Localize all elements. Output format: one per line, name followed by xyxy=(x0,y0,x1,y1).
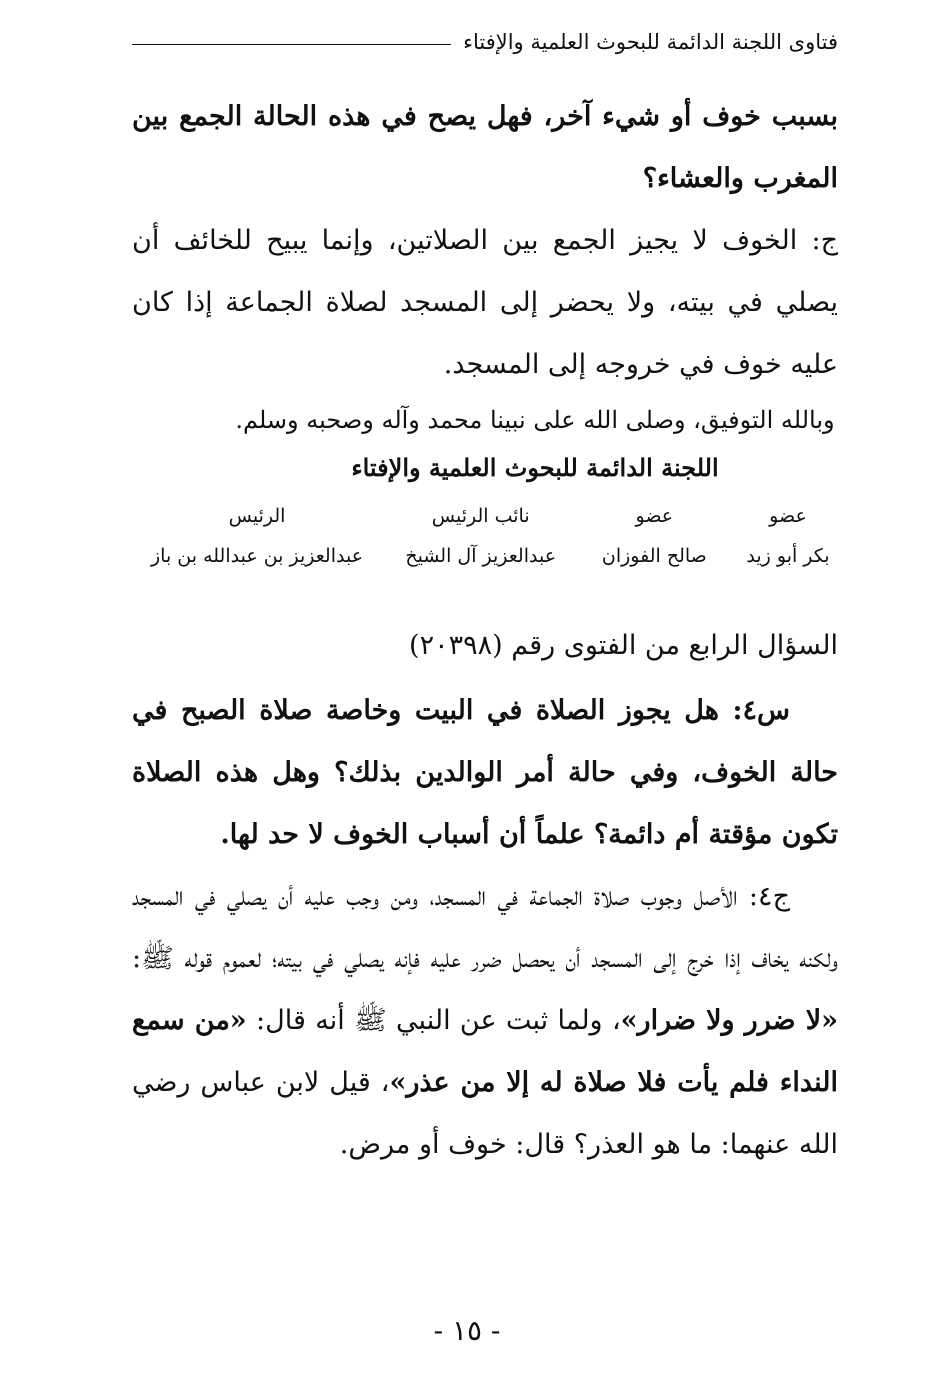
closing-formula: وبالله التوفيق، وصلى الله على نبينا محمد وآله وصحبه وسلم. xyxy=(235,406,835,434)
question-continuation: بسبب خوف أو شيء آخر، فهل يصح في هذه الحالة الجمع بين المغرب والعشاء؟ xyxy=(132,101,838,194)
answer-text: ، ولما ثبت عن النبي ﷺ أنه قال: xyxy=(246,1005,621,1036)
signature-name: عبدالعزيز آل الشيخ xyxy=(405,545,557,567)
hadith-quote: «لا ضرر ولا ضرار» xyxy=(620,1005,838,1036)
signature-role: الرئيس xyxy=(228,505,286,527)
running-title: فتاوى اللجنة الدائمة للبحوث العلمية والإفتاء xyxy=(463,30,838,54)
fatwa-question-label: السؤال الرابع من الفتوى رقم (٢٠٣٩٨) xyxy=(409,630,838,661)
answer-paragraph-2 xyxy=(132,866,838,1176)
signature-role: نائب الرئيس xyxy=(431,505,530,527)
committee-name: اللجنة الدائمة للبحوث العلمية والإفتاء xyxy=(351,453,719,482)
signature-role: عضو xyxy=(769,505,807,527)
answer-paragraph: ج: الخوف لا يجيز الجمع بين الصلاتين، وإنما يبيح للخائف أن يصلي في بيته، ولا يحضر إلى المسجد لصلاة الجماعة إذا كان عليه خوف في خروجه إلى المسجد. xyxy=(132,225,838,380)
page-number: - ١٥ - xyxy=(433,1314,501,1347)
signature-roles-row xyxy=(132,498,838,534)
answer-text: ج٤: الأصل وجوب صلاة الجماعة في المسجد، ومن وجب عليه أن يصلي في المسجد ولكنه يخاف إذا خرج إلى المسجد أن يحصل ضرر عليه فإنه يصلي في بيته؛ لعموم قوله ﷺ: xyxy=(132,881,838,974)
hadith-quote: «من سمع النداء فلم يأت فلا صلاة له إلا من عذر» xyxy=(132,1005,838,1098)
signature-role: عضو xyxy=(635,505,674,527)
answer-text: ، قيل لابن عباس رضي الله عنهما: ما هو العذر؟ قال: خوف أو مرض. xyxy=(132,1067,838,1160)
signature-table xyxy=(132,498,838,578)
signature-names-row xyxy=(132,534,838,578)
signature-name: بكر أبو زيد xyxy=(746,545,830,567)
signature-name: صالح الفوزان xyxy=(601,545,707,567)
question-paragraph: س٤: هل يجوز الصلاة في البيت وخاصة صلاة الصبح في حالة الخوف، وفي حالة أمر الوالدين بذلك؟ وهل هذه الصلاة تكون مؤقتة أم دائمة؟ علماً أن أسباب الخوف لا حد لها. xyxy=(132,695,838,850)
header-rule xyxy=(132,44,451,45)
page-body xyxy=(132,86,838,1176)
running-header xyxy=(132,30,838,54)
signature-name: عبدالعزيز بن عبدالله بن باز xyxy=(151,545,364,567)
